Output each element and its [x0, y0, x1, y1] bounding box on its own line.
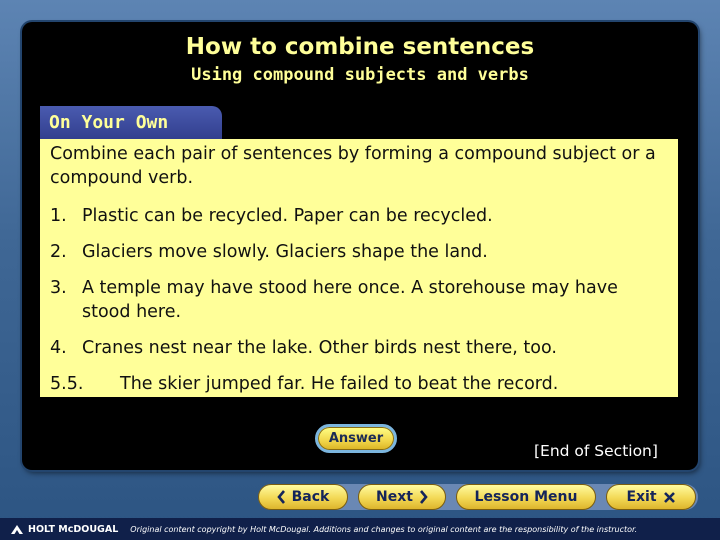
chevron-left-icon: [277, 490, 286, 504]
next-button[interactable]: [358, 484, 446, 510]
publisher-logo: [10, 523, 118, 535]
item-number: 4.: [50, 338, 67, 358]
lesson-menu-label: Lesson Menu: [474, 489, 578, 505]
item-number: 3.: [50, 278, 67, 298]
holt-mcdougal-logo-icon: [10, 523, 24, 535]
copyright-text: Original content copyright by Holt McDougal. Additions and changes to original content are the responsibility of the instructor.: [130, 524, 638, 534]
list-item: [50, 372, 668, 396]
item-number: 2.: [50, 242, 67, 262]
list-item: [50, 276, 668, 324]
end-of-section-link[interactable]: [End of Section]: [534, 442, 658, 460]
item-number: 1.: [50, 206, 67, 226]
back-label: Back: [291, 489, 330, 505]
lesson-menu-button[interactable]: [456, 484, 596, 510]
on-your-own-tab: On Your Own: [40, 106, 222, 139]
item-text: Glaciers move slowly. Glaciers shape the land.: [82, 242, 488, 262]
exercise-content: [40, 139, 678, 397]
exit-button[interactable]: [606, 484, 696, 510]
item-number: 5.5.: [50, 374, 84, 394]
exit-label: Exit: [626, 489, 657, 505]
list-item: [50, 240, 668, 264]
next-label: Next: [376, 489, 413, 505]
chevron-right-icon: [419, 490, 428, 504]
slide-subtitle: Using compound subjects and verbs: [191, 65, 529, 85]
answer-button[interactable]: Answer: [315, 424, 397, 453]
item-text: Plastic can be recycled. Paper can be recycled.: [82, 206, 493, 226]
list-item: [50, 336, 668, 360]
item-text: The skier jumped far. He failed to beat the record.: [120, 374, 559, 394]
logo-text: HOLT McDOUGAL: [28, 523, 119, 535]
item-text: Cranes nest near the lake. Other birds nest there, too.: [82, 338, 557, 358]
instructions-text: Combine each pair of sentences by forming a compound subject or a compound verb.: [50, 144, 656, 188]
back-button[interactable]: [258, 484, 348, 510]
close-icon: [663, 491, 676, 504]
footer-bar: [0, 518, 720, 540]
slide-title: How to combine sentences: [185, 34, 535, 60]
item-text: A temple may have stood here once. A storehouse may have stood here.: [82, 278, 618, 322]
list-item: [50, 204, 668, 228]
